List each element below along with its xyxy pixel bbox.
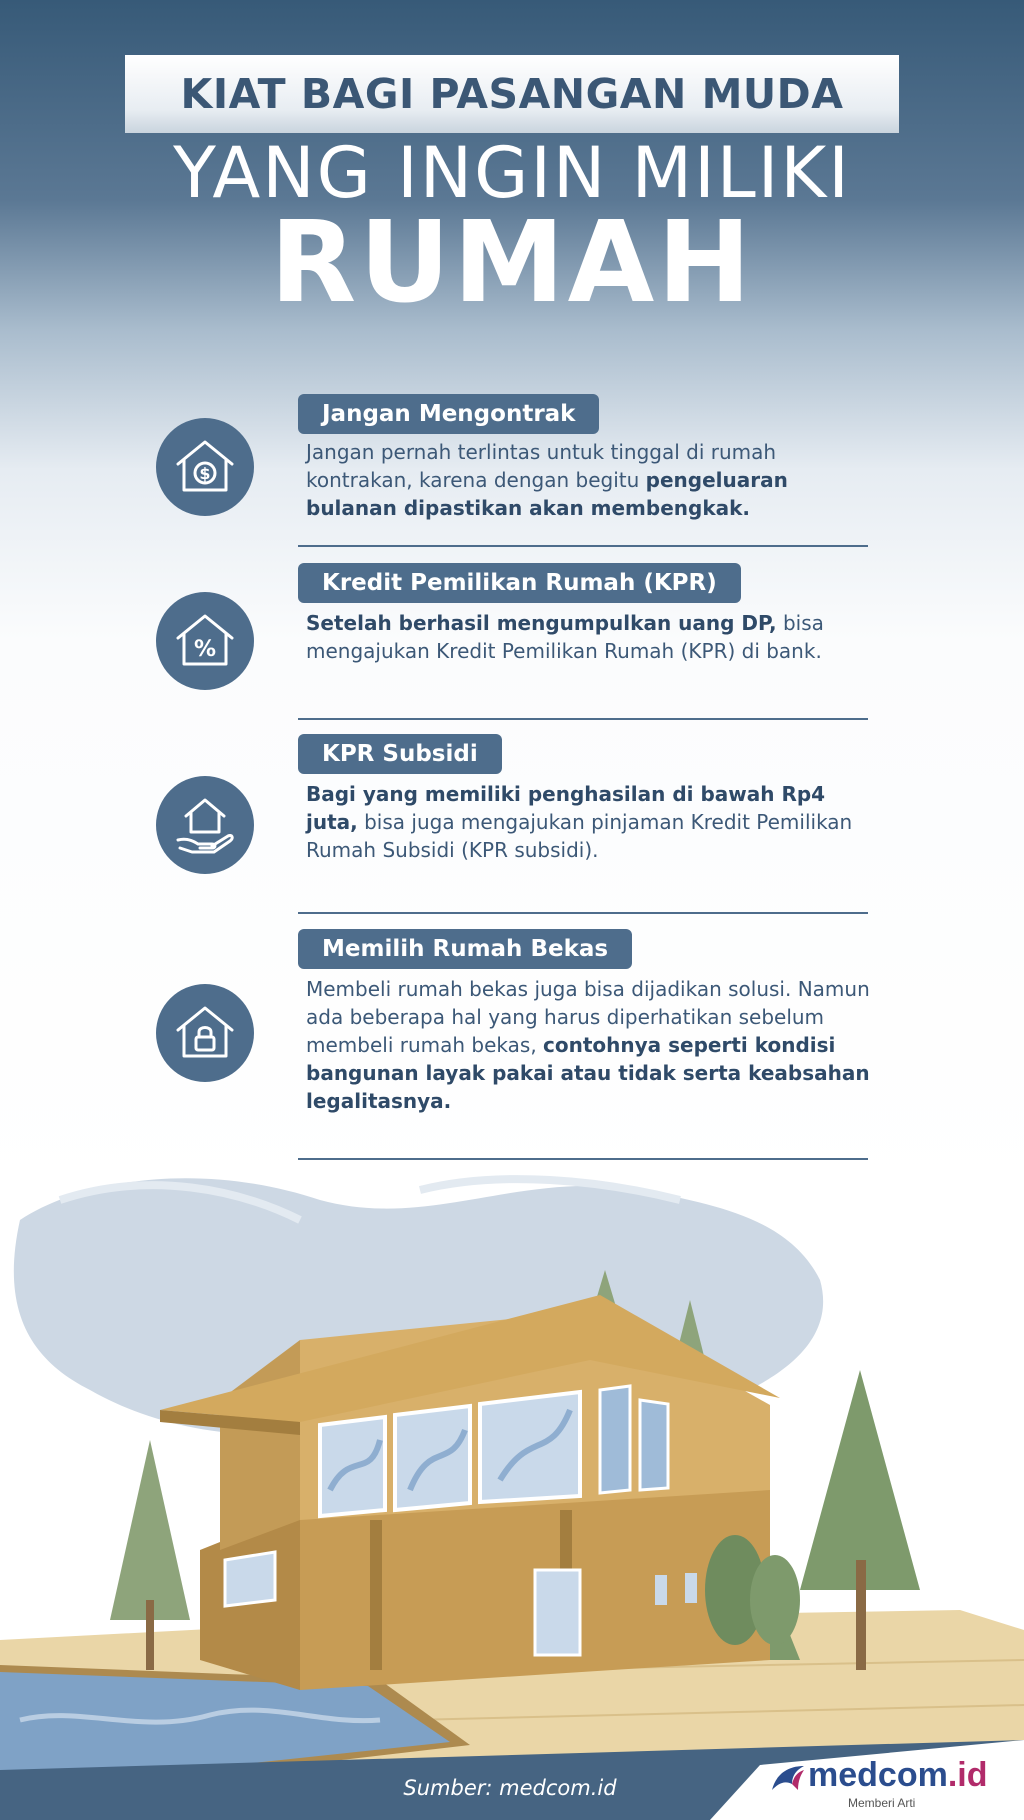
- house-illustration: [0, 1160, 1024, 1820]
- logo-wordmark: medcom.id: [808, 1756, 988, 1794]
- divider: [298, 545, 868, 547]
- tip-title: Memilih Rumah Bekas: [298, 929, 632, 969]
- tip-description: Bagi yang memiliki penghasilan di bawah Rp4 juta, bisa juga mengajukan pinjaman Kredit Pemilikan Rumah Subsidi (KPR subsidi).: [306, 782, 853, 862]
- divider: [298, 718, 868, 720]
- tip-description: Membeli rumah bekas juga bisa dijadikan solusi. Namun ada beberapa hal yang harus diperhatikan sebelum membeli rumah bekas, contohnya seperti kondisi bangunan layak pakai atau tidak serta keabsahan legalitasnya.: [306, 977, 870, 1113]
- tip-description: Jangan pernah terlintas untuk tinggal di rumah kontrakan, karena dengan begitu pengeluaran bulanan dipastikan akan membengkak.: [306, 440, 788, 520]
- divider: [298, 912, 868, 914]
- medcom-logo: [770, 1758, 1010, 1818]
- headline-line2: YANG INGIN MILIKI: [173, 132, 851, 214]
- tip-title: Kredit Pemilikan Rumah (KPR): [298, 563, 741, 603]
- source-credit: Sumber: medcom.id: [403, 1776, 617, 1800]
- tip-title: KPR Subsidi: [298, 734, 502, 774]
- tip-title: Jangan Mengontrak: [298, 394, 599, 434]
- house-dollar-icon: [156, 418, 254, 516]
- svg-text:$: $: [199, 464, 211, 483]
- house-percent-icon: [156, 592, 254, 690]
- headline-main: RUMAH: [269, 198, 755, 328]
- kicker-banner: [125, 55, 899, 133]
- medcom-logo-icon: [770, 1760, 806, 1796]
- tip-description: Setelah berhasil mengumpulkan uang DP, bisa mengajukan Kredit Pemilikan Rumah (KPR) di bank.: [306, 611, 824, 663]
- svg-text:%: %: [193, 637, 217, 662]
- kicker-title: KIAT BAGI PASANGAN MUDA: [180, 70, 844, 118]
- house-lock-icon: [156, 984, 254, 1082]
- logo-tagline: Memberi Arti: [848, 1796, 916, 1810]
- house-hand-icon: [156, 776, 254, 874]
